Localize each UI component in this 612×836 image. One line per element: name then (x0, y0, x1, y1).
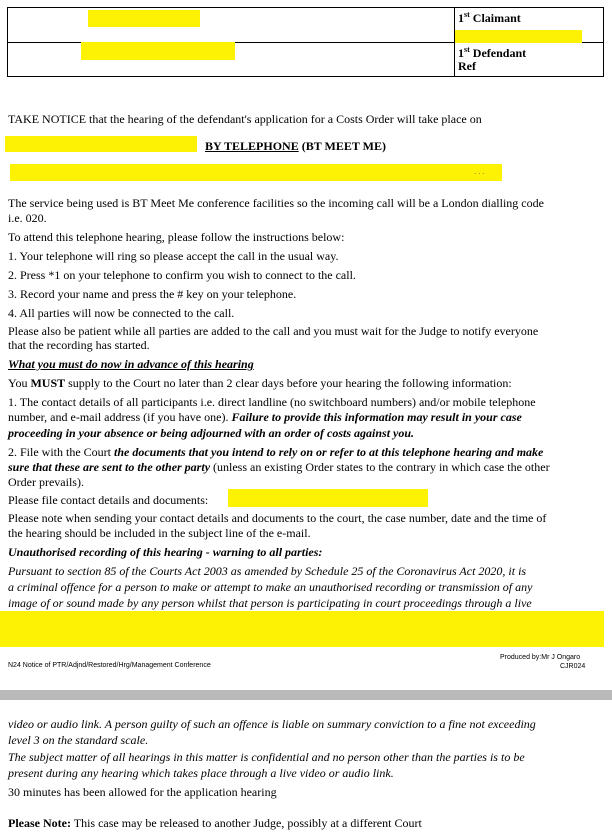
file-contact-line: Please file contact details and documents: (8, 493, 209, 507)
redaction-bottom-block (0, 611, 604, 647)
redaction-defendant-name (81, 42, 235, 60)
claimant-label: Claimant (472, 11, 521, 25)
telephone-heading: BY TELEPHONE (BT MEET ME) (205, 139, 386, 153)
page2-line-3: The subject matter of all hearings in this matter is confidential and no person other than the parties is to be (8, 750, 525, 764)
step-3: 3. Record your name and press the # key on your telephone. (8, 287, 297, 301)
redaction-court-email (228, 489, 428, 507)
redaction-claimant-ref (455, 30, 582, 43)
page2-line-2: level 3 on the standard scale. (8, 733, 149, 747)
redaction-hearing-date (5, 136, 197, 152)
item2-line-2: sure that these are sent to the other party (unless an existing Order states to the contrary in which case the other (8, 460, 550, 474)
attend-instructions: To attend this telephone hearing, please follow the instructions below: (8, 230, 345, 244)
page2-line-5: 30 minutes has been allowed for the application hearing (8, 785, 277, 799)
advance-heading: What you must do now in advance of this hearing (8, 357, 254, 371)
defendant-ref-label: Ref (458, 59, 476, 73)
patient-line-1: Please also be patient while all parties are added to the call and you must wait for the Judge to notify everyone (8, 324, 539, 338)
defendant-cell: 1st Defendant Ref (455, 43, 604, 77)
item1-line-3: proceeding in your absence or being adjourned with an order of costs against you. (8, 426, 415, 440)
step-4: 4. All parties will now be connected to the call. (8, 306, 235, 320)
warning-line-3: image of or sound made by any person whilst that person is participating in court proceedings through a live (8, 596, 532, 610)
patient-line-2: that the recording has started. (8, 338, 150, 352)
email-note-line-2: the hearing should be included in the subject line of the e-mail. (8, 526, 311, 540)
page2-line-1: video or audio link. A person guilty of such an offence is liable on summary conviction to a fine not exceeding (8, 717, 536, 731)
page2-note: Please Note: This case may be released to another Judge, possibly at a different Court (8, 816, 422, 830)
form-code: CJR024 (560, 663, 586, 670)
claimant-name-cell (8, 8, 455, 43)
warning-line-1: Pursuant to section 85 of the Courts Act 2003 as amended by Schedule 25 of the Coronavirus Act 2020, it is (8, 564, 527, 578)
page2-line-4: present during any hearing which takes place through a live video or audio link. (8, 766, 394, 780)
step-2: 2. Press *1 on your telephone to confirm you wish to connect to the call. (8, 268, 356, 282)
warning-line-2: a criminal offence for a person to make or attempt to make an unauthorised recording or transmission of any (8, 580, 533, 594)
take-notice-text: TAKE NOTICE that the hearing of the defendant's application for a Costs Order will take place on (8, 112, 482, 126)
service-line-2: i.e. 020. (8, 211, 47, 225)
item2-line-3: Order prevails). (8, 475, 84, 489)
must-supply-line: You MUST supply to the Court no later than 2 clear days before your hearing the following information: (8, 376, 512, 390)
form-name: N24 Notice of PTR/Adjnd/Restored/Hrg/Management Conference (8, 662, 211, 669)
redaction-court-address (10, 164, 502, 181)
redaction-residue: · · · (474, 170, 485, 178)
item1-line-2: number, and e-mail address (if you have one). Failure to provide this information may result in your case (8, 410, 522, 424)
item1-line-1: 1. The contact details of all participants i.e. direct landline (no switchboard numbers) and/or mobile telephone (8, 395, 536, 409)
warning-heading: Unauthorised recording of this hearing - warning to all parties: (8, 545, 323, 559)
page-separator (0, 690, 612, 700)
produced-by: Produced by:Mr J Ongaro (500, 654, 581, 661)
email-note-line-1: Please note when sending your contact details and documents to the court, the case number, date and the time of (8, 511, 547, 525)
item2-line-1: 2. File with the Court the documents that you intend to rely on or refer to at this telephone hearing and make (8, 445, 544, 459)
redaction-claimant-name (88, 10, 200, 27)
claimant-cell: 1st Claimant (455, 8, 604, 43)
service-line-1: The service being used is BT Meet Me conference facilities so the incoming call will be a London dialling code (8, 196, 544, 210)
defendant-label: Defendant (472, 46, 527, 60)
step-1: 1. Your telephone will ring so please accept the call in the usual way. (8, 249, 339, 263)
